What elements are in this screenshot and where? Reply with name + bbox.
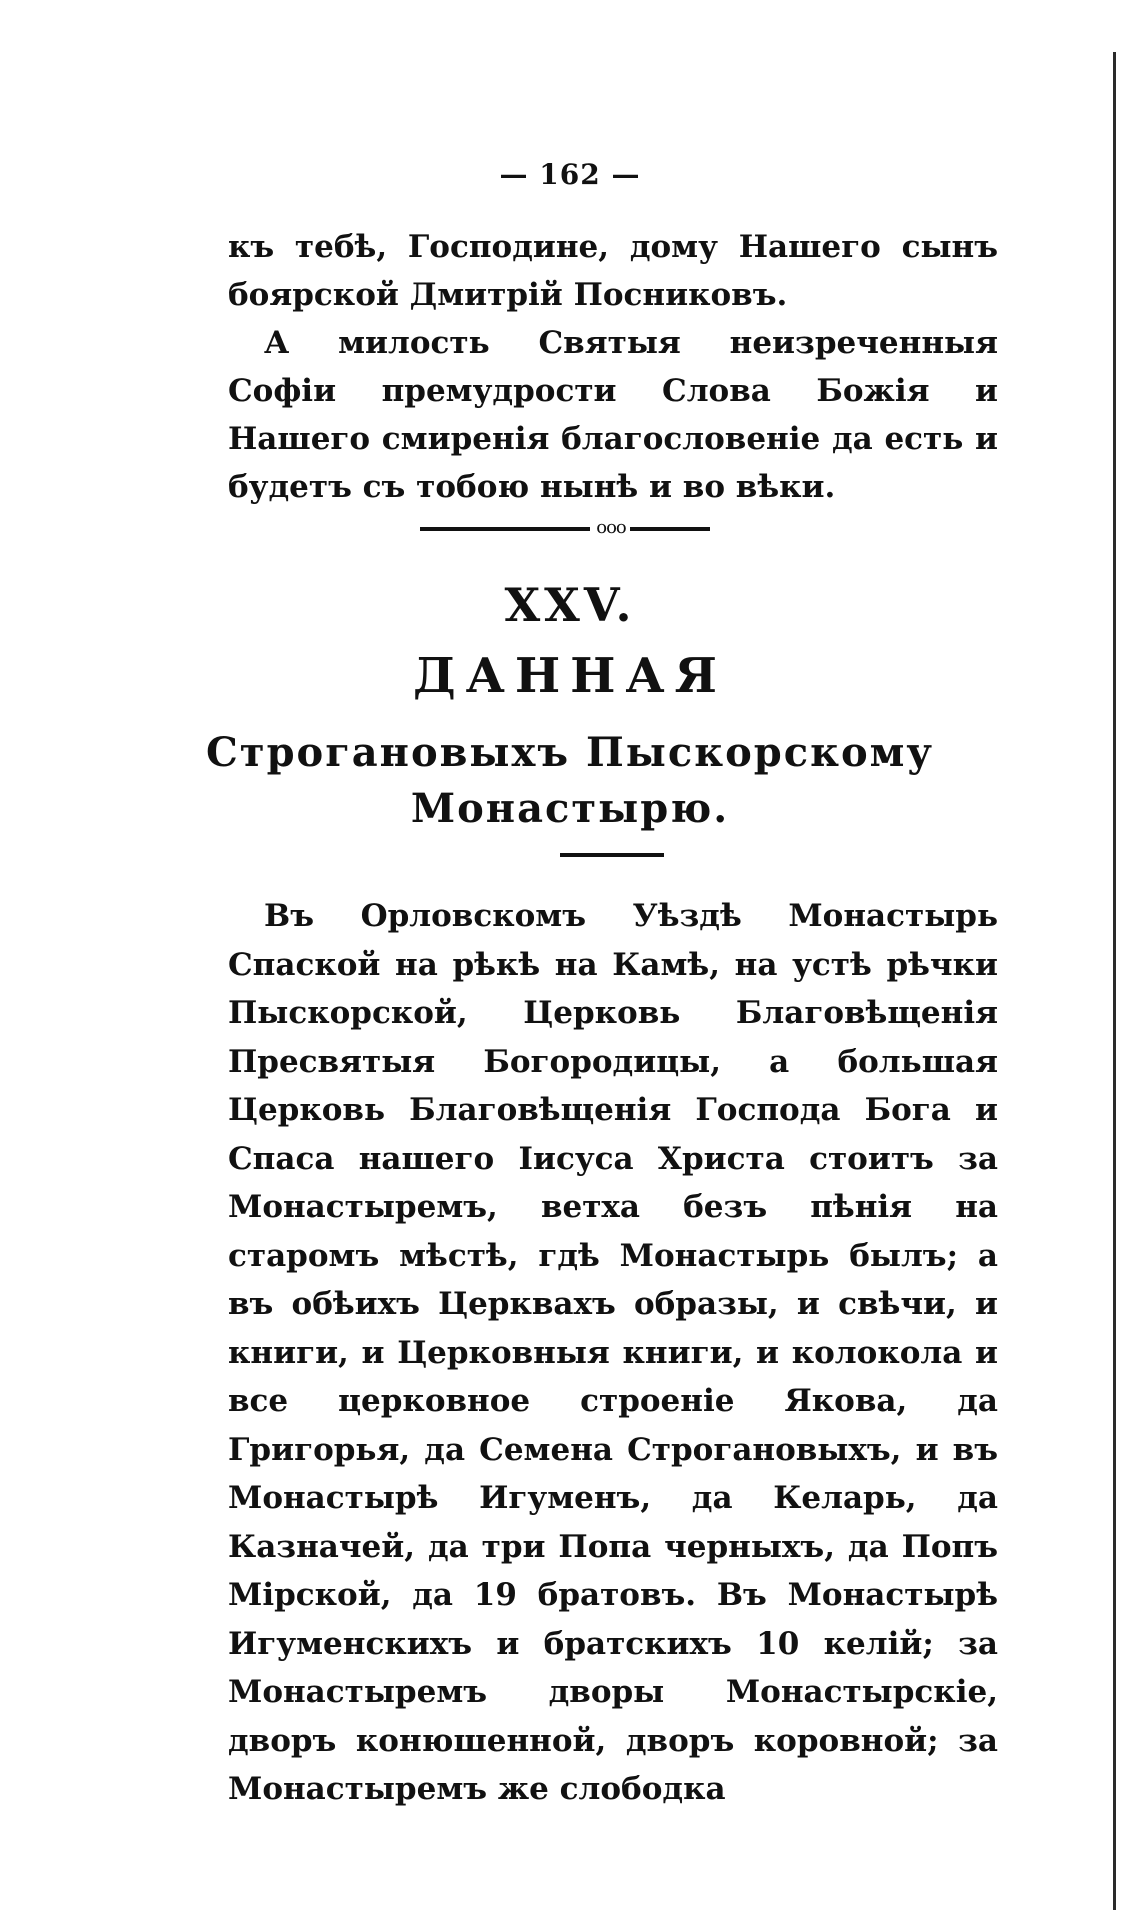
ornament-bar-left [420, 527, 590, 531]
page-edge-line [1113, 52, 1116, 1910]
document-number: XXV. [504, 578, 636, 632]
document-title: ДАННАЯ [413, 648, 727, 704]
ornament-bar-right [630, 527, 710, 531]
body-paragraph: Въ Орловскомъ Уѣздѣ Монастырь Спаской на рѣкѣ на Камѣ, на устѣ рѣчки Пыскорской, Церковь Благовѣщенія Пресвятыя Богородицы, а большая Церковь Благовѣщенія Господа Бога и Спаса нашего Іисуса Христа стоитъ за Монастыремъ, ветха безъ пѣнія на старомъ мѣстѣ, гдѣ Монастырь былъ; а въ обѣихъ Церквахъ образы, и свѣчи, и книги, и Церковныя книги, и колокола и все церковное строеніе Якова, да Григорья, да Семена Строгановыхъ, и въ Монастырѣ Игуменъ, да Келарь, да Казначей, да три Попа черныхъ, да Попъ Мірской, да 19 братовъ. Въ Монастырѣ Игуменскихъ и братскихъ 10 келій; за Монастыремъ дворы Монастырскіе, дворъ конюшенной, дворъ коровной; за Монастыремъ же слободка [228, 898, 998, 1807]
main-text-block [228, 892, 998, 1814]
continued-paragraph: къ тебѣ, Господине, дому Нашего сынъ боярской Дмитрій Посниковъ. [228, 229, 998, 313]
top-text-block [228, 223, 998, 511]
document-subtitle-line1: Строгановыхъ Пыскорскому [205, 729, 935, 776]
title-rule [560, 853, 664, 857]
document-subtitle-line2: Монастырю. [410, 785, 730, 832]
page-number: — 162 — [499, 158, 641, 191]
blessing-paragraph: А милость Святыя неизреченныя Софіи премудрости Слова Божія и Нашего смиренія благословеніе да есть и будетъ съ тобою нынѣ и во вѣки. [228, 325, 998, 505]
ornament-beads: ооо [596, 517, 626, 538]
section-ornament [420, 517, 710, 538]
